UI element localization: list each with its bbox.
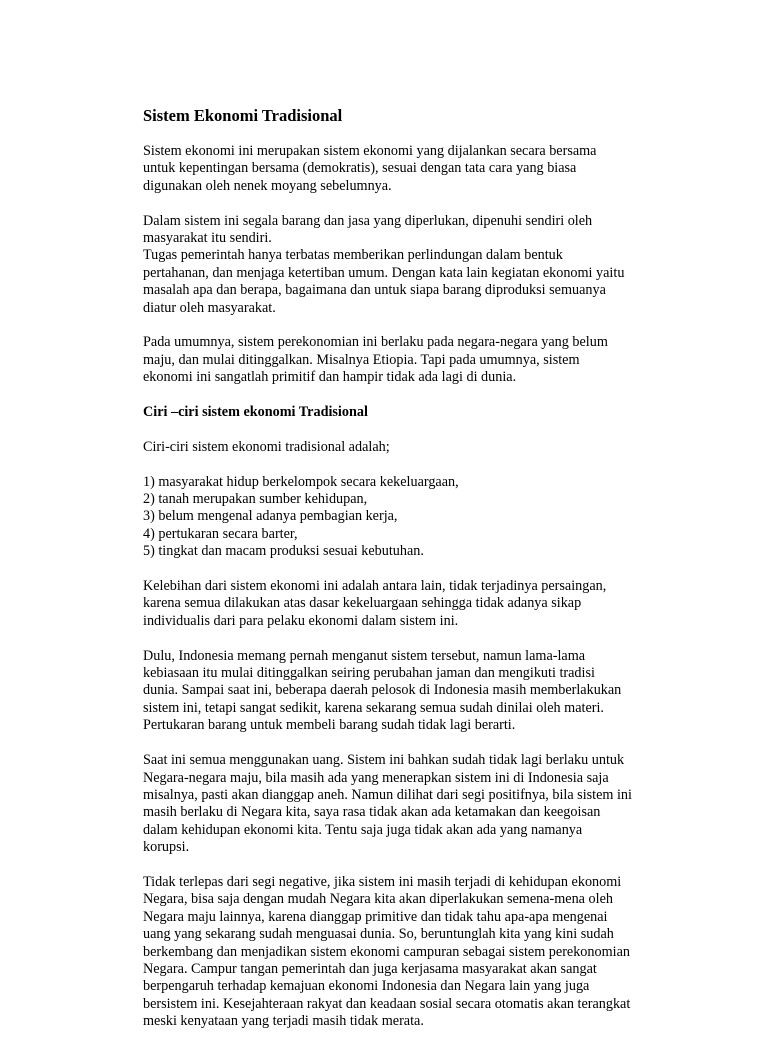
text-line: bersistem ini. Kesejahteraan rakyat dan keadaan sosial secara otomatis akan terangkat (143, 995, 631, 1012)
paragraph-1 (143, 143, 673, 195)
document-title: Sistem Ekonomi Tradisional (143, 106, 343, 125)
text-line: masih berlaku di Negara kita, saya rasa tidak akan ada ketamakan dan keegoisan (143, 804, 601, 821)
text-line: meski kenyataan yang terjadi masih tidak merata. (143, 1013, 424, 1030)
text-line: dalam kehidupan ekonomi kita. Tentu saja juga tidak akan ada yang namanya (143, 821, 583, 838)
text-line: Negara, bisa saja dengan mudah Negara kita akan diperlakukan semena-mena oleh (143, 891, 613, 908)
text-line: maju, dan mulai ditinggalkan. Misalnya Etiopia. Tapi pada umumnya, sistem (143, 351, 580, 368)
characteristics-list (143, 474, 673, 561)
text-line: Kelebihan dari sistem ekonomi ini adalah antara lain, tidak terjadinya persaingan, (143, 578, 607, 595)
list-item: 5) tingkat dan macam produksi sesuai kebutuhan. (143, 543, 424, 560)
paragraph-5 (143, 648, 673, 735)
text-line: Dulu, Indonesia memang pernah menganut sistem tersebut, namun lama-lama (143, 647, 586, 664)
text-line: karena semua dilakukan atas dasar kekeluargaan sehingga tidak adanya sikap (143, 595, 582, 612)
text-line: masalah apa dan berapa, bagaimana dan untuk siapa barang diproduksi semuanya (143, 282, 606, 299)
paragraph-3 (143, 334, 673, 386)
list-intro: Ciri-ciri sistem ekonomi tradisional adalah; (143, 438, 390, 455)
text-line: sistem ini, tetapi sangat sedikit, karena sekarang semua sudah dinilai oleh materi. (143, 699, 604, 716)
paragraph-7 (143, 874, 673, 1031)
list-item: 2) tanah merupakan sumber kehidupan, (143, 491, 368, 508)
text-line: ekonomi ini sangatlah primitif dan hampir tidak ada lagi di dunia. (143, 369, 517, 386)
text-line: Sistem ekonomi ini merupakan sistem ekonomi yang dijalankan secara bersama (143, 143, 597, 159)
text-line: kebiasaan itu mulai ditinggalkan seiring perubahan jaman dan mengikuti tradisi (143, 665, 595, 682)
text-line: berkembang dan menjadikan sistem ekonomi campuran sebagai sistem perekonomian (143, 943, 630, 960)
paragraph-6 (143, 752, 673, 856)
text-line: dunia. Sampai saat ini, beberapa daerah pelosok di Indonesia masih memberlakukan (143, 682, 622, 699)
text-line: diatur oleh masyarakat. (143, 299, 276, 316)
text-line: Pertukaran barang untuk membeli barang sudah tidak lagi berarti. (143, 717, 516, 734)
text-line: uang yang sekarang sudah menguasai dunia. So, beruntunglah kita yang kini sudah (143, 926, 614, 943)
text-line: Pada umumnya, sistem perekonomian ini berlaku pada negara-negara yang belum (143, 334, 608, 351)
text-line: Dalam sistem ini segala barang dan jasa yang diperlukan, dipenuhi sendiri oleh (143, 212, 593, 229)
list-item: 3) belum mengenal adanya pembagian kerja, (143, 508, 398, 525)
text-line: digunakan oleh nenek moyang sebelumnya. (143, 177, 392, 194)
text-line: Negara-negara maju, bila masih ada yang menerapkan sistem ini di Indonesia saja (143, 769, 609, 786)
text-line: Saat ini semua menggunakan uang. Sistem ini bahkan sudah tidak lagi berlaku untuk (143, 752, 625, 769)
list-item: 1) masyarakat hidup berkelompok secara kekeluargaan, (143, 473, 459, 490)
text-line: pertahanan, dan menjaga ketertiban umum. Dengan kata lain kegiatan ekonomi yaitu (143, 264, 625, 281)
document-body (143, 106, 673, 1048)
text-line: Tidak terlepas dari segi negative, jika sistem ini masih terjadi di kehidupan ekonomi (143, 873, 622, 890)
list-item: 4) pertukaran secara barter, (143, 525, 298, 542)
text-line: Negara maju lainnya, karena dianggap primitive dan tidak tahu apa-apa mengenai (143, 908, 608, 925)
paragraph-2 (143, 213, 673, 317)
paragraph-4 (143, 578, 673, 630)
text-line: Negara. Campur tangan pemerintah dan juga kerjasama masyarakat akan sangat (143, 960, 597, 977)
section-heading: Ciri –ciri sistem ekonomi Tradisional (143, 404, 368, 421)
text-line: berpengaruh terhadap kemajuan ekonomi Indonesia dan Negara lain yang juga (143, 978, 590, 995)
text-line: Tugas pemerintah hanya terbatas memberikan perlindungan dalam bentuk (143, 247, 563, 264)
text-line: korupsi. (143, 839, 190, 856)
text-line: individualis dari para pelaku ekonomi dalam sistem ini. (143, 612, 459, 629)
text-line: masyarakat itu sendiri. (143, 230, 272, 247)
text-line: misalnya, pasti akan dianggap aneh. Namun dilihat dari segi positifnya, bila sistem ini (143, 786, 632, 803)
text-line: untuk kepentingan bersama (demokratis), sesuai dengan tata cara yang biasa (143, 160, 577, 177)
